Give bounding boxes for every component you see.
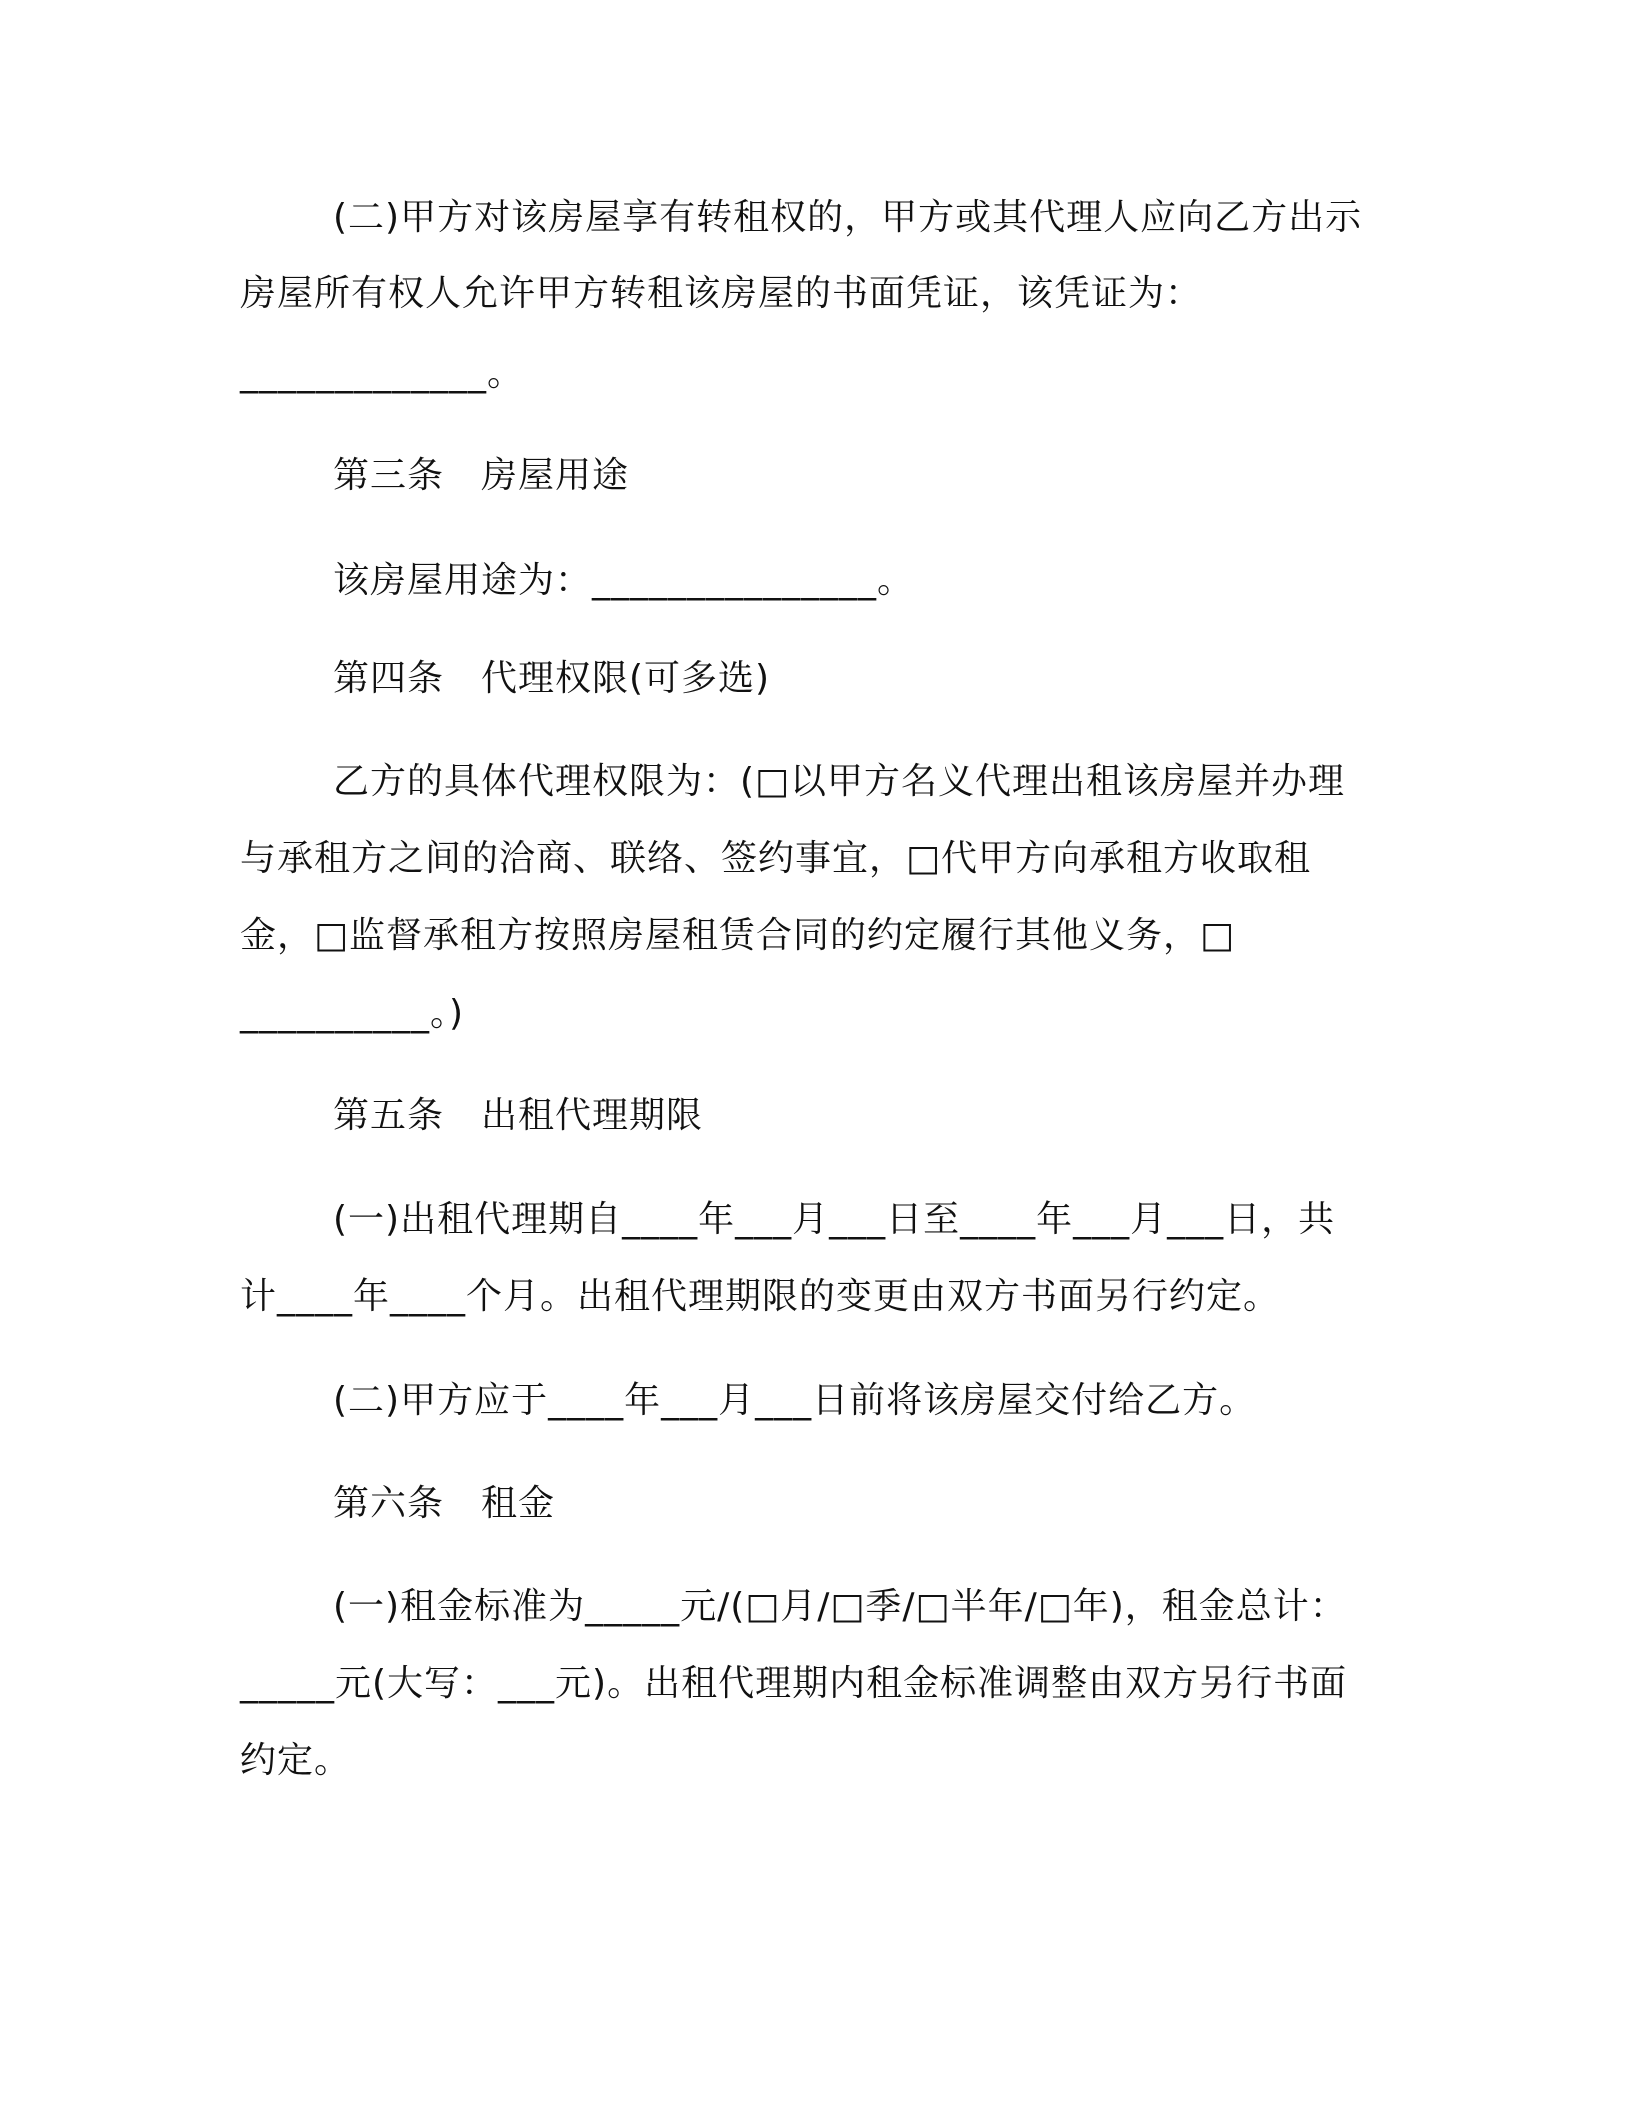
paragraph-sublet-right-line-3: _____________。 [240, 353, 524, 394]
paragraph-agency-scope-line-3: 金，□监督承租方按照房屋租赁合同的约定履行其他义务，□ [240, 915, 1236, 956]
paragraph-sublet-right-line-2: 房屋所有权人允许甲方转租该房屋的书面凭证，该凭证为： [240, 273, 1203, 314]
paragraph-agency-scope-line-1: 乙方的具体代理权限为：(□以甲方名义代理出租该房屋并办理 [333, 761, 1346, 802]
paragraph-agency-scope-line-4: __________。) [240, 993, 465, 1034]
article-3-heading: 第三条 房屋用途 [333, 455, 630, 496]
paragraph-rent-line-3: 约定。 [240, 1740, 352, 1781]
article-4-heading: 第四条 代理权限(可多选) [333, 658, 771, 699]
paragraph-agency-scope-line-2: 与承租方之间的洽商、联络、签约事宜，□代甲方向承租方收取租 [240, 838, 1312, 879]
paragraph-rent-line-1: (一)租金标准为_____元/(□月/□季/□半年/□年)，租金总计： [333, 1586, 1347, 1627]
paragraph-house-use: 该房屋用途为：_______________。 [333, 560, 915, 601]
article-6-heading: 第六条 租金 [333, 1483, 556, 1524]
article-5-heading: 第五条 出租代理期限 [333, 1095, 704, 1136]
paragraph-agency-term-line-2: 计____年____个月。出租代理期限的变更由双方书面另行约定。 [240, 1276, 1281, 1317]
paragraph-rent-line-2: _____元(大写：___元)。出租代理期内租金标准调整由双方另行书面 [240, 1663, 1348, 1704]
paragraph-sublet-right-line-1: (二)甲方对该房屋享有转租权的，甲方或其代理人应向乙方出示 [333, 197, 1363, 238]
paragraph-agency-term-line-1: (一)出租代理期自____年___月___日至____年___月___日，共 [333, 1199, 1336, 1240]
paragraph-handover-date: (二)甲方应于____年___月___日前将该房屋交付给乙方。 [333, 1380, 1257, 1421]
